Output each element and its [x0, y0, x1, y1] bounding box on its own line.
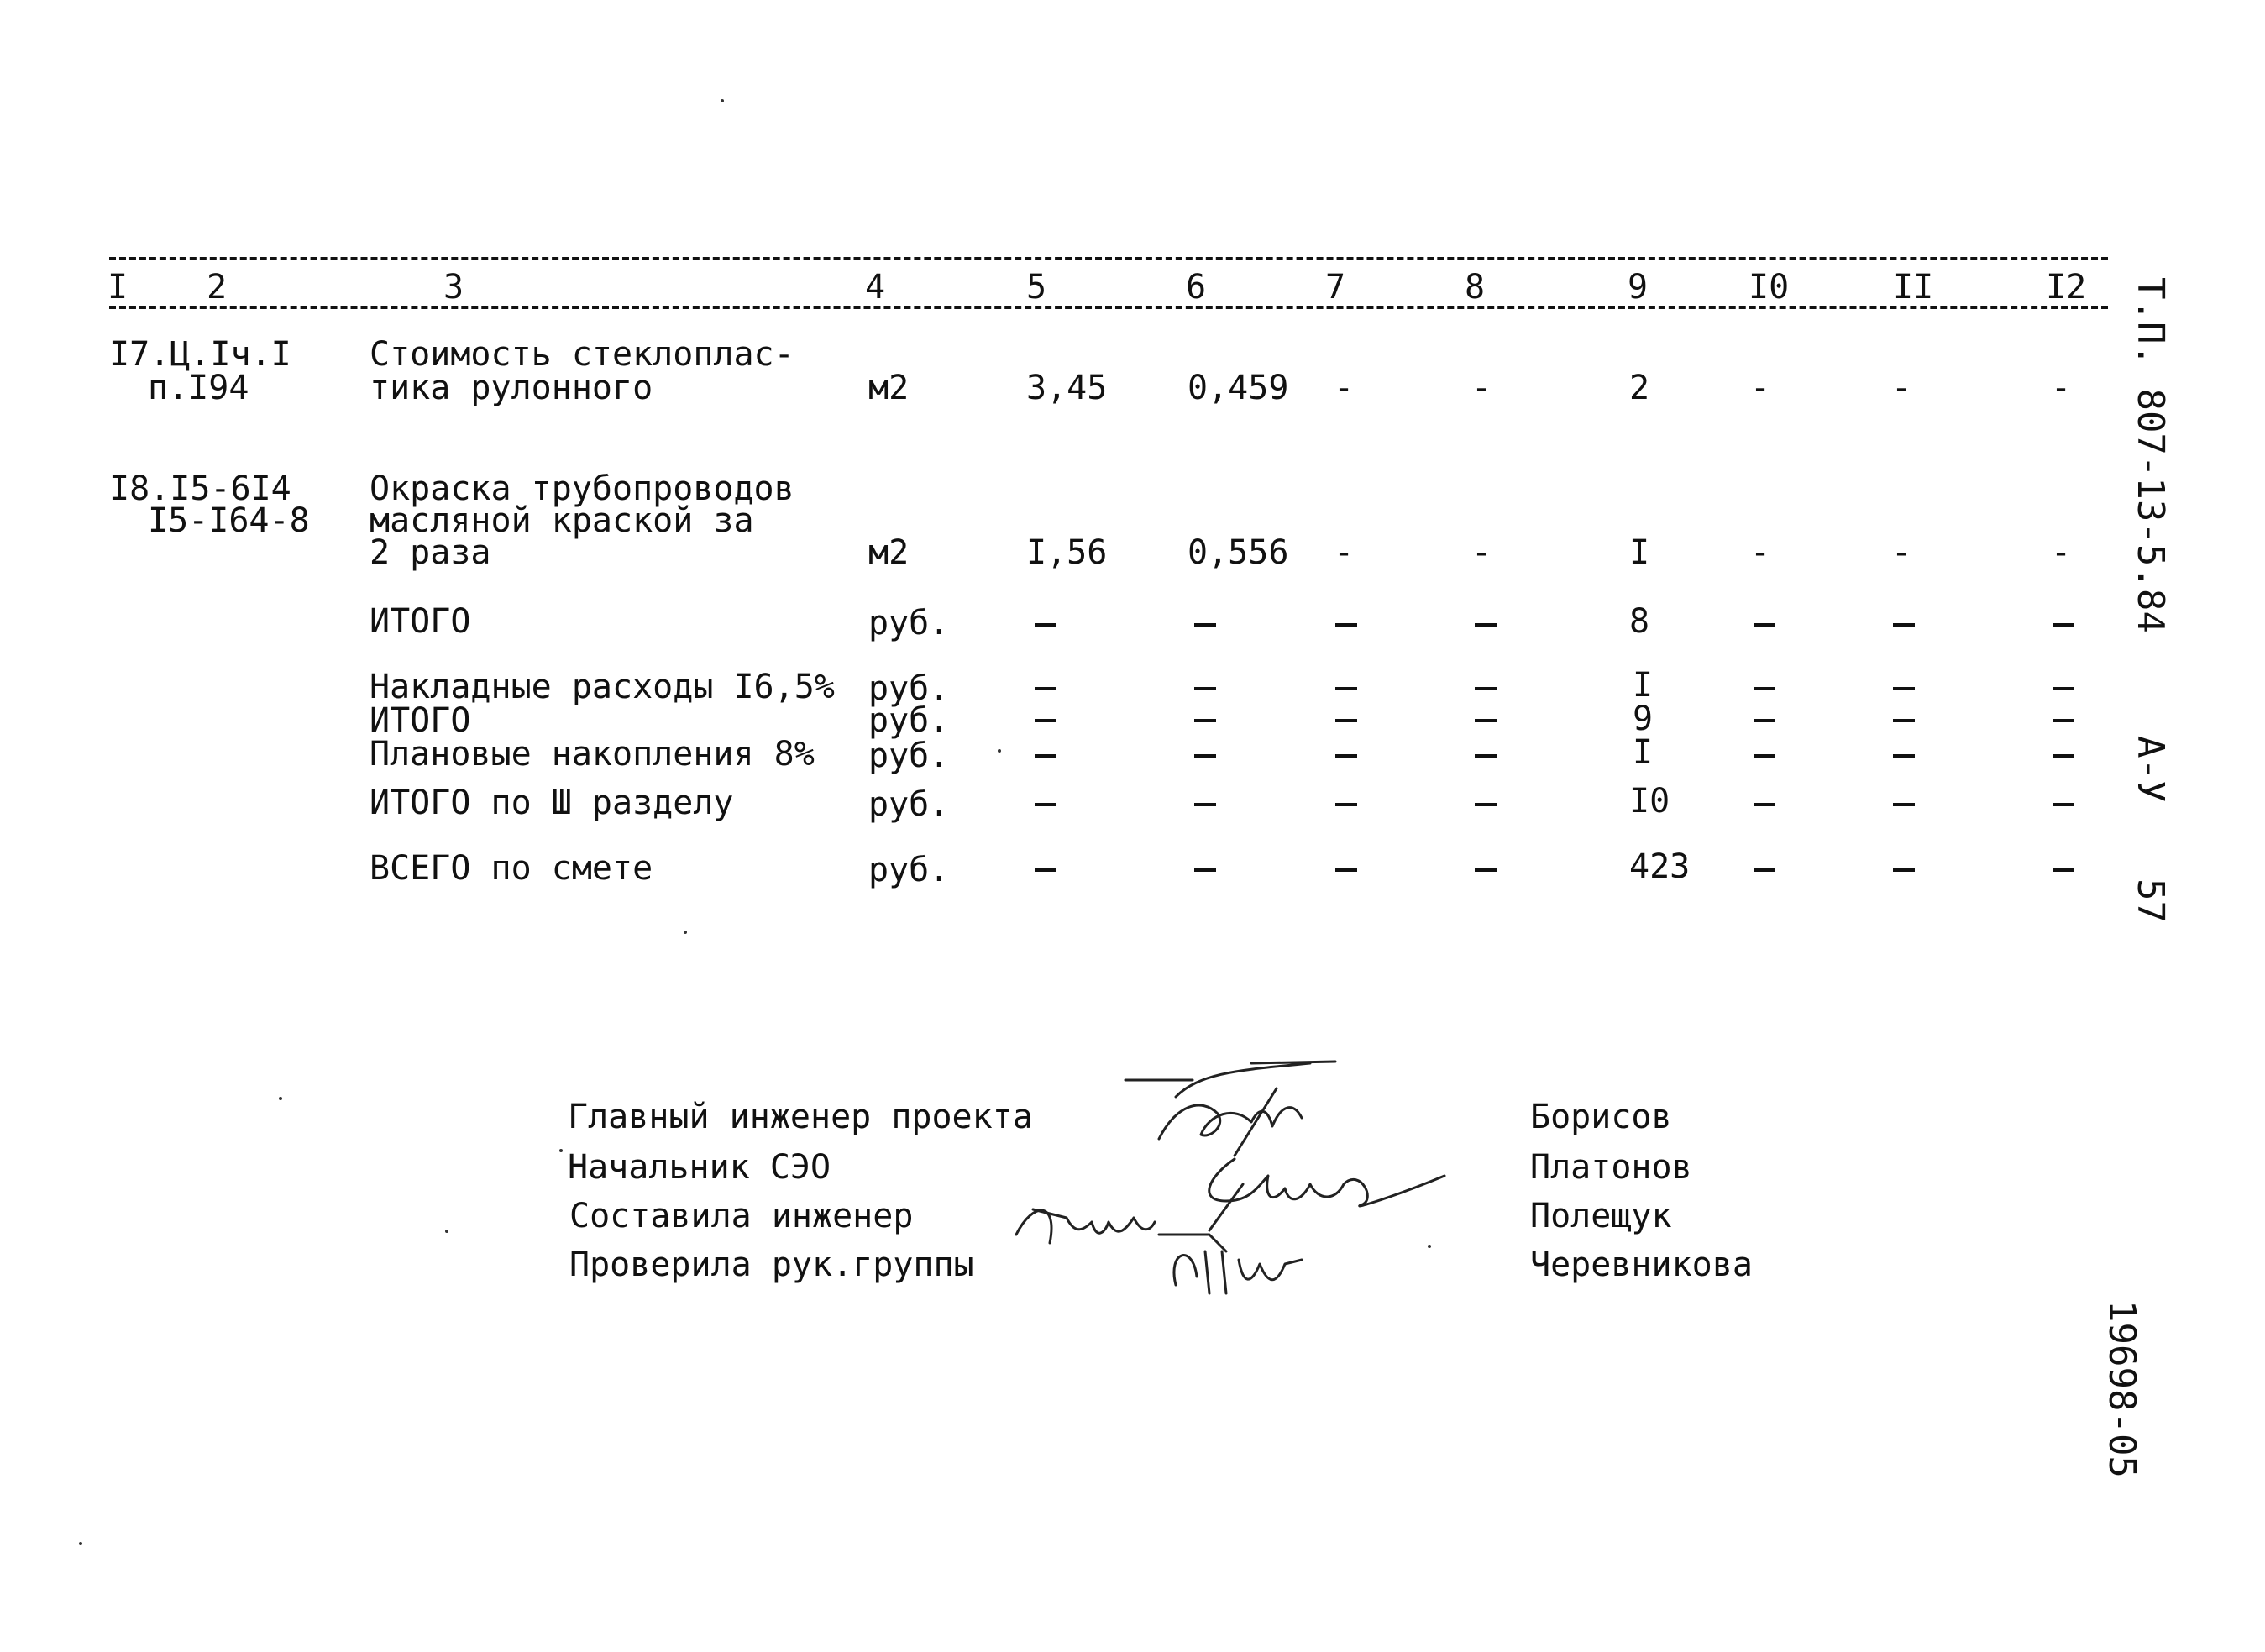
scan-speck: [721, 99, 724, 102]
signature-mark-cherevnikova: [1159, 1218, 1344, 1310]
col-header-5: 5: [1026, 268, 1047, 307]
col-header-12: I2: [2046, 268, 2087, 307]
row-col12: -: [2051, 369, 2072, 407]
col-header-8: 8: [1465, 268, 1486, 307]
empty-dash: [1035, 803, 1056, 806]
header-bottom-rule: [109, 306, 2108, 309]
row-col5: I,56: [1026, 533, 1108, 572]
row-code: I5-I64-8: [148, 501, 310, 540]
empty-dash: [1893, 754, 1915, 758]
empty-dash: [2053, 754, 2074, 758]
signature-name: Черевникова: [1530, 1246, 1753, 1284]
empty-dash: [1194, 623, 1216, 627]
empty-dash: [1035, 623, 1056, 627]
row-col11: -: [1891, 369, 1912, 407]
signature-name: Борисов: [1530, 1098, 1672, 1136]
summary-unit: руб.: [868, 669, 950, 708]
row-col6: 0,459: [1188, 369, 1289, 407]
signature-name: Полещук: [1530, 1197, 1672, 1235]
row-col8: -: [1471, 369, 1492, 407]
row-code: п.I94: [148, 369, 249, 407]
empty-dash: [1335, 754, 1357, 758]
empty-dash: [1194, 687, 1216, 690]
empty-dash: [1893, 687, 1915, 690]
signature-mark-poleshchuk: [1008, 1184, 1176, 1268]
empty-dash: [1754, 719, 1775, 722]
summary-col9: I: [1633, 666, 1654, 705]
summary-unit: руб.: [868, 604, 950, 642]
col-header-2: 2: [207, 268, 228, 307]
col-header-11: II: [1893, 268, 1934, 307]
row-col5: 3,45: [1026, 369, 1108, 407]
summary-col9: 423: [1629, 847, 1691, 886]
summary-label: Плановые накопления 8%: [370, 735, 815, 774]
summary-col9: 9: [1633, 700, 1654, 738]
empty-dash: [1335, 719, 1357, 722]
row-col9: 2: [1629, 369, 1650, 407]
row-col10: -: [1750, 369, 1771, 407]
summary-unit: руб.: [868, 851, 950, 889]
document-code: Т.П. 807-13-5.84: [2129, 277, 2172, 633]
scan-speck: [445, 1230, 448, 1233]
signature-role: Проверила рук.группы: [569, 1246, 974, 1284]
row-name: тика рулонного: [370, 369, 653, 407]
empty-dash: [1893, 719, 1915, 722]
row-col7: -: [1334, 369, 1355, 407]
signature-name: Платонов: [1530, 1148, 1692, 1187]
empty-dash: [1194, 868, 1216, 872]
row-code: I7.Ц.Iч.I: [109, 335, 291, 374]
empty-dash: [1754, 623, 1775, 627]
empty-dash: [1335, 623, 1357, 627]
row-name: Окраска трубопроводов: [370, 469, 794, 508]
inventory-number: 19698-05: [2100, 1300, 2143, 1478]
row-name: 2 раза: [370, 533, 491, 572]
col-header-6: 6: [1186, 268, 1207, 307]
empty-dash: [2053, 719, 2074, 722]
col-header-3: 3: [443, 268, 464, 307]
header-top-rule: [109, 257, 2108, 260]
empty-dash: [1035, 868, 1056, 872]
row-unit: м2: [868, 533, 910, 572]
empty-dash: [1335, 687, 1357, 690]
col-header-10: I0: [1749, 268, 1790, 307]
empty-dash: [1035, 754, 1056, 758]
empty-dash: [1893, 623, 1915, 627]
summary-unit: руб.: [868, 701, 950, 740]
summary-col9: 8: [1629, 602, 1650, 641]
empty-dash: [1475, 754, 1497, 758]
summary-label: ИТОГО по Ш разделу: [370, 784, 734, 822]
row-col9: I: [1629, 533, 1650, 572]
signature-role: Главный инженер проекта: [568, 1098, 1033, 1136]
col-header-4: 4: [865, 268, 886, 307]
summary-col9: I: [1633, 733, 1654, 772]
empty-dash: [1194, 754, 1216, 758]
empty-dash: [1475, 868, 1497, 872]
summary-unit: руб.: [868, 785, 950, 824]
row-col12: -: [2051, 533, 2072, 572]
summary-label: ВСЕГО по смете: [370, 849, 653, 888]
empty-dash: [1035, 719, 1056, 722]
empty-dash: [1335, 803, 1357, 806]
scan-speck: [279, 1097, 282, 1100]
row-name: масляной краской за: [370, 501, 754, 540]
empty-dash: [2053, 803, 2074, 806]
scan-speck: [79, 1542, 82, 1545]
empty-dash: [1475, 623, 1497, 627]
empty-dash: [1754, 803, 1775, 806]
scan-speck: [1428, 1245, 1431, 1248]
scan-speck: [559, 1149, 563, 1152]
row-col10: -: [1750, 533, 1771, 572]
summary-label: ИТОГО: [370, 602, 471, 641]
page-number: 57: [2129, 878, 2172, 923]
row-col6: 0,556: [1188, 533, 1289, 572]
summary-unit: руб.: [868, 737, 950, 775]
empty-dash: [2053, 687, 2074, 690]
empty-dash: [1754, 868, 1775, 872]
empty-dash: [1475, 803, 1497, 806]
empty-dash: [2053, 868, 2074, 872]
signature-role: Составила инженер: [569, 1197, 914, 1235]
empty-dash: [1754, 754, 1775, 758]
row-unit: м2: [868, 369, 910, 407]
row-col11: -: [1891, 533, 1912, 572]
row-col7: -: [1334, 533, 1355, 572]
row-col8: -: [1471, 533, 1492, 572]
empty-dash: [1194, 719, 1216, 722]
empty-dash: [1475, 687, 1497, 690]
row-code: I8.I5-6I4: [109, 469, 291, 508]
summary-label: Накладные расходы I6,5%: [370, 668, 835, 706]
empty-dash: [1035, 687, 1056, 690]
summary-col9: I0: [1629, 782, 1670, 821]
empty-dash: [2053, 623, 2074, 627]
col-header-1: I: [107, 268, 128, 307]
empty-dash: [1335, 868, 1357, 872]
summary-label: ИТОГО: [370, 701, 471, 740]
col-header-7: 7: [1325, 268, 1346, 307]
signature-role: Начальник СЭО: [568, 1148, 831, 1187]
col-header-9: 9: [1628, 268, 1649, 307]
album-label: А-У: [2129, 736, 2172, 803]
empty-dash: [1893, 803, 1915, 806]
empty-dash: [1754, 687, 1775, 690]
empty-dash: [1893, 868, 1915, 872]
empty-dash: [1194, 803, 1216, 806]
empty-dash: [1475, 719, 1497, 722]
scan-speck: [998, 749, 1001, 753]
scan-speck: [684, 931, 687, 934]
row-name: Стоимость стеклоплас-: [370, 335, 794, 374]
